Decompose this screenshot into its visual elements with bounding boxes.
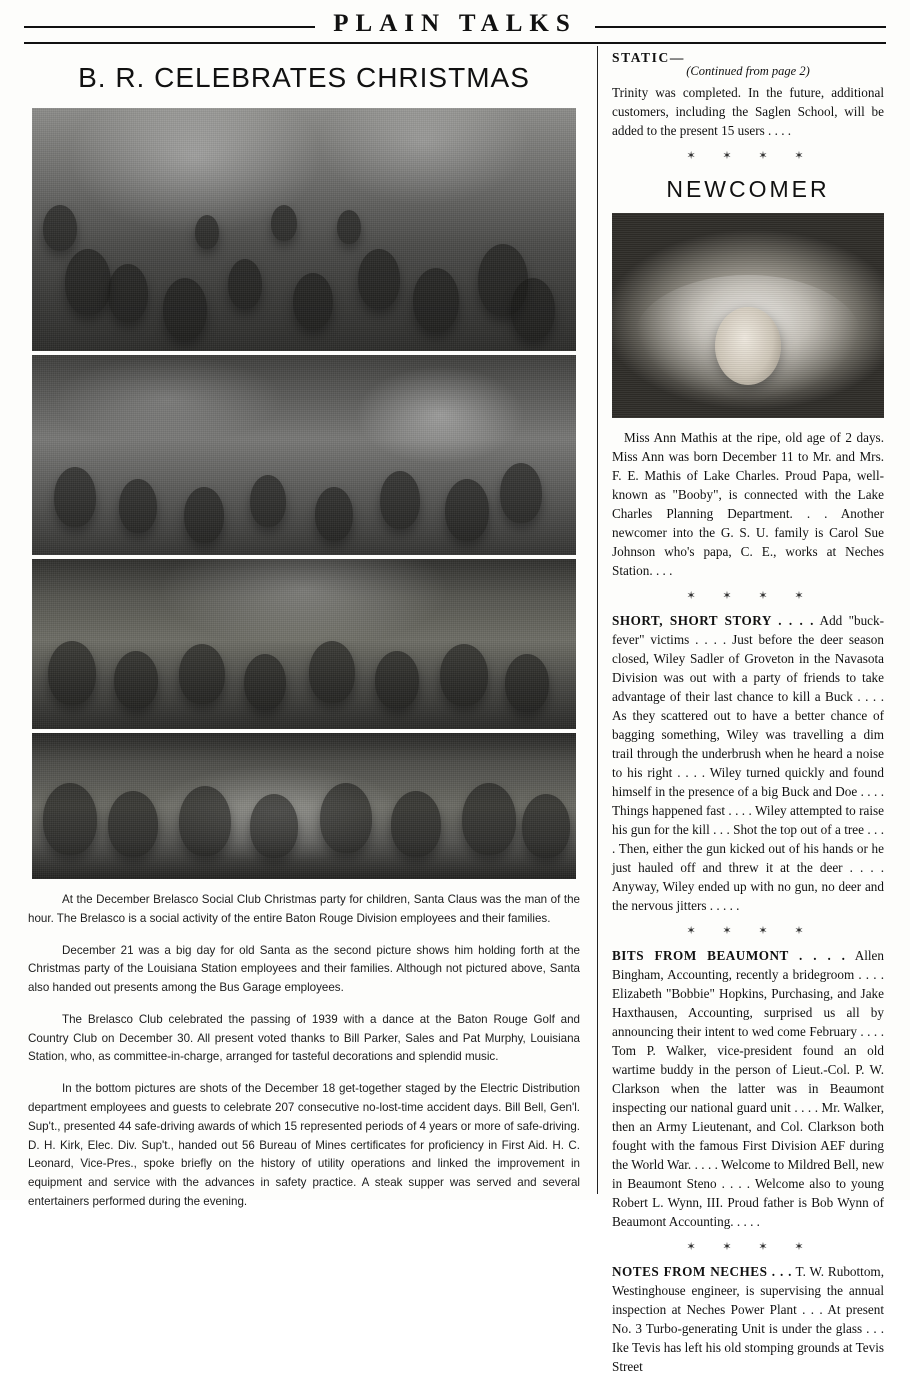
caption-paragraph-4: In the bottom pictures are shots of the December 18 get-together staged by the Electric Distribution department employees and guests to celebrate 207 consecutive no-lost-time accident days. Bill Bell, Gen'l. Sup't., presented 44 safe-driving awards of which 15 represented periods of 4 years or more of safe-driving. D. H. Kirk, Elec. Div. Sup't., handed out 56 Bureau of Mines certificates for proficiency in First Aid. H. C. Leonard, Vice-Pres., spoke briefly on the history of utility operations and linked the improvement in equipment and service with the advances in safety practice. A steak supper was served and several entertainers performed during the evening. [28, 1082, 580, 1208]
beaumont-section [612, 946, 884, 1231]
photo-stack [32, 108, 576, 879]
page-title: PLAIN TALKS [315, 10, 594, 38]
neches-section [612, 1262, 884, 1376]
neches-paragraph [612, 1262, 884, 1376]
short-story-section [612, 611, 884, 915]
short-story-body: Add "buck-fever" victims . . . . Just before the deer season closed, Wiley Sadler of Groveton in the Navasota Division was out with a party of friends to take advantage of their last chance to kill a Buck . . . . As they scattered out to have a better chance of bagging something, Wiley was travelling a dim trail through the underbrush when he heard a noise to his right . . . . Wiley turned quickly and found himself in the presence of a big Buck and Doe . . . . Things happened fast . . . . Wiley attempted to raise his gun for the kill . . . Shot the top out of a tree . . . . Then, either the gun kicked out of his hands or he just hauled off and threw it at the deer . . . . Anyway, Wiley ended up with no gun, no deer and the nervous jitters . . . . . [612, 613, 885, 913]
static-section-body [612, 83, 884, 140]
photo-newborn-baby [612, 213, 884, 418]
column-divider [597, 46, 598, 1194]
beaumont-body: Allen Bingham, Accounting, recently a bridegroom . . . . Elizabeth "Bobbie" Hopkins, Purchasing, and Jake Haxthausen, Accounting, surprised us all by announcing their intent to wed come February . . . . Tom P. Walker, vice-president found an old wartime buddy in the person of Lieut.-Col. P. W. Clarkson when the latter was in Beaumont inspecting our national guard unit . . . . Mr. Walker, then an Army Lieutenant, and Col. Clarkson both fought with the famous First Division AEF during the World War. . . . . Welcome to Mildred Bell, new in Beaumont Steno . . . . Welcome also to young Robert L. Wynn, III. Proud father is Bob Wynn of Beaumont Accounting. . . . . [612, 948, 884, 1229]
masthead-rule-bottom [24, 42, 886, 44]
short-story-paragraph [612, 611, 884, 915]
photo-banquet-guests [32, 733, 576, 879]
article-body [28, 891, 580, 1212]
static-paragraph: Trinity was completed. In the future, additional customers, including the Saglen School, will be added to the present 15 users . . . . [612, 85, 884, 138]
star-divider-1: ✶ ✶ ✶ ✶ [686, 150, 816, 162]
neches-body: T. W. Rubottom, Westinghouse engineer, is supervising the annual inspection at Neches Power Plant . . . At present No. 3 Turbo-generating Unit is under the glass . . . Ike Tevis has left his old stomping grounds at Tevis Street [612, 1264, 884, 1374]
photo-santa-on-stage [32, 355, 576, 555]
article-headline: B. R. CELEBRATES CHRISTMAS [78, 62, 530, 93]
star-divider-3: ✶ ✶ ✶ ✶ [686, 925, 816, 937]
caption-paragraph-2: December 21 was a big day for old Santa as the second picture shows him holding forth at the Christmas party of the Louisiana Station employees and their families. Although not pictured above, Santa also handed out presents among the Bus Garage employees. [28, 943, 580, 995]
static-section-title: STATIC— [612, 50, 685, 65]
photo-banquet-crowd [32, 559, 576, 729]
neches-title: NOTES FROM NECHES . . . [612, 1264, 792, 1279]
star-divider-2: ✶ ✶ ✶ ✶ [686, 590, 816, 602]
newcomer-section-body [612, 428, 884, 580]
masthead [24, 10, 886, 38]
left-column [28, 52, 580, 1225]
beaumont-title: BITS FROM BEAUMONT . . . . [612, 948, 846, 963]
static-continued-note: (Continued from page 2) [686, 64, 810, 78]
beaumont-paragraph [612, 946, 884, 1231]
right-column [612, 50, 884, 1382]
photo-children-christmas-party [32, 108, 576, 351]
newcomer-section-title: NEWCOMER [666, 176, 830, 202]
newcomer-paragraph: Miss Ann Mathis at the ripe, old age of 2 days. Miss Ann was born December 11 to Mr. and Mrs. F. E. Mathis of Lake Charles. Proud Papa, well-known as "Booby", is connected with the Lake Charles Planning Department. . . Another newcomer into the G. S. U. family is Carol Sue Johnson who's papa, C. E., works at Neches Station. . . . [612, 430, 884, 578]
short-story-title: SHORT, SHORT STORY . . . . [612, 613, 814, 628]
caption-paragraph-1: At the December Brelasco Social Club Christmas party for children, Santa Claus was the man of the hour. The Brelasco is a social activity of the entire Baton Rouge Division employees and their families. [28, 893, 580, 925]
caption-paragraph-3: The Brelasco Club celebrated the passing of 1939 with a dance at the Baton Rouge Golf and Country Club on December 30. All present voted thanks to Bill Parker, Sales and Pat Murphy, Louisiana Station, who, as committee-in-charge, arranged for tasteful decorations and splendid music. [28, 1012, 580, 1064]
star-divider-4: ✶ ✶ ✶ ✶ [686, 1241, 816, 1253]
